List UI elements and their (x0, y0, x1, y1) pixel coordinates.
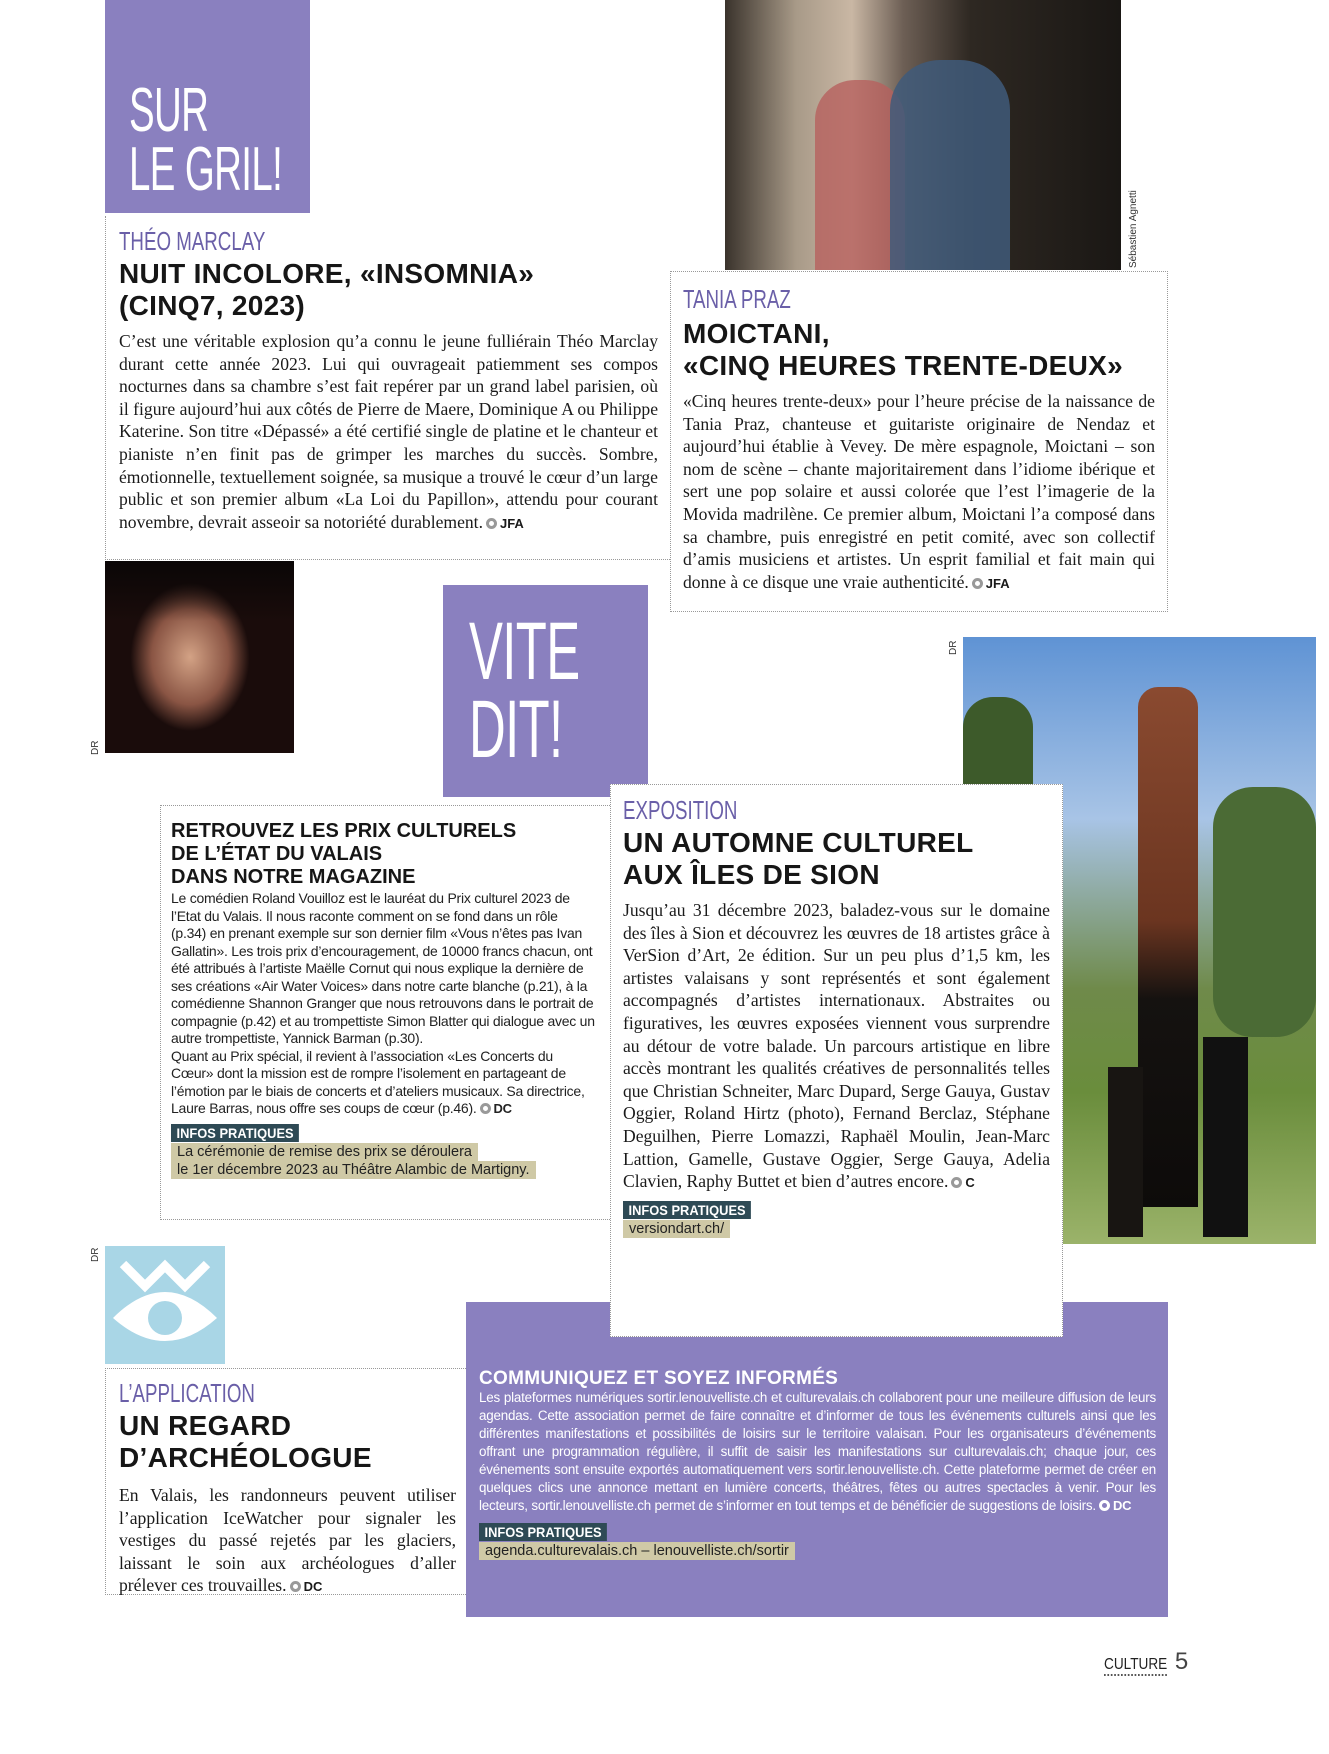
kicker: THÉO MARCLAY (119, 226, 266, 256)
vite-dit-banner (443, 585, 648, 797)
author-signature: DC (303, 1579, 323, 1595)
circle-icon (290, 1581, 301, 1592)
author-signature: DC (493, 1101, 512, 1116)
headline: RETROUVEZ LES PRIX CULTURELS DE L’ÉTAT DU VALAIS DANS NOTRE MAGAZINE (171, 820, 517, 888)
headline: COMMUNIQUEZ ET SOYEZ INFORMÉS (479, 1368, 839, 1389)
banner-line1: VITE (469, 606, 580, 697)
info-link[interactable]: versiondart.ch/ (623, 1220, 730, 1238)
kicker: L’APPLICATION (119, 1378, 255, 1408)
section-name: CULTURE (1104, 1656, 1167, 1676)
kicker: EXPOSITION (623, 795, 738, 825)
page-footer (1104, 1648, 1188, 1676)
infos-pratiques-label: INFOS PRATIQUES (479, 1523, 607, 1541)
body-text: «Cinq heures trente-deux» pour l’heure précise de la naissance de Tania Praz, chanteuse et guitariste originaire de Nendaz et aujourd’hui établie à Vevey. De mère espagnole, Moictani – son nom de scène – chante majoritairement dans l’idiome ibérique et sert une pop solaire et aussi colorée que l’est l’imagerie de la Movida madrilène. Ce premier album, Moictani l’a composé dans sa chambre, puis enregistré en petit comité, avec son collectif d’amis musiciens et artistes. Un esprit familial et fait main qui donne à ce disque une vraie authenticité. JFA (683, 391, 1155, 592)
body-text: En Valais, les randonneurs peuvent utiliser l’application IceWatcher pour signaler les vestiges du passé rejetés par les glaciers, laissant le soin aux archéologues d’aller prélever ces trouvailles. DC (119, 1485, 456, 1596)
body-text: C’est une véritable explosion qu’a connu le jeune fulliérain Théo Marclay durant cette année 2023. Lui qui ouvrageait patiemment ses compos nocturnes dans sa chambre s’est fait repérer par un grand label parisien, où il figure aujourd’hui aux côtés de Pierre de Maere, Dominique A ou Philippe Katerine. Son titre «Dépassé» a été certifié single de platine et le chanteur et pianiste n’en finit pas de grimper les marches du succès. Sombre, émotionnelle, textuellement soignée, sa musique a trouvé le cœur d’un large public et son premier album «La Loi du Papillon», attendu pour courant novembre, devrait asseoir sa notoriété durablement. JFA (119, 331, 658, 532)
article-theo-marclay (105, 216, 670, 560)
infos-pratiques-label: INFOS PRATIQUES (171, 1124, 299, 1142)
icewatcher-eye-logo (105, 1246, 225, 1364)
circle-icon (1099, 1500, 1110, 1511)
info-line-2: le 1er décembre 2023 au Théâtre Alambic de Martigny. (171, 1161, 536, 1179)
article-communiquez (466, 1302, 1168, 1617)
headline: UN REGARD D’ARCHÉOLOGUE (119, 1410, 372, 1473)
author-signature: JFA (985, 575, 1010, 591)
info-line-1: La cérémonie de remise des prix se déroulera (171, 1143, 478, 1161)
author-signature: JFA (499, 515, 524, 531)
banner-line2: DIT! (469, 683, 563, 775)
kicker: TANIA PRAZ (683, 284, 791, 314)
infos-pratiques-label: INFOS PRATIQUES (623, 1201, 751, 1219)
headline: UN AUTOMNE CULTUREL AUX ÎLES DE SION (623, 827, 974, 890)
eye-icon (105, 1246, 225, 1364)
photo-credit-dr: DR (90, 1247, 101, 1262)
article-prix-culturels (160, 805, 648, 1220)
author-signature: C (965, 1175, 975, 1191)
circle-icon (951, 1177, 962, 1188)
photo-tania-praz (725, 0, 1121, 270)
circle-icon (480, 1103, 491, 1114)
body-text-2: Quant au Prix spécial, il revient à l’association «Les Concerts du Cœur» dont la mission est de rompre l’isolement en partageant de l’émotion par le biais de concerts et d’ateliers musicaux. Sa directrice, Laure Barras, nous offre ses coups de cœur (p.46). DC (171, 1047, 585, 1116)
article-application (105, 1368, 466, 1595)
banner-line1: SUR (129, 76, 209, 145)
photo-credit-agnetti: Sébastien Agnetti (1128, 190, 1139, 268)
author-signature: DC (1112, 1498, 1132, 1513)
body-text: Le comédien Roland Vouilloz est le lauréat du Prix culturel 2023 de l’Etat du Valais. Il nous raconte comment on se fond dans un rôle (p.34) en prenant exemple sur son dernier film «Vous n’êtes pas Ivan Gallatin». Les trois prix d’encouragement, de 10000 francs chacun, ont été attribués à l’artiste Maëlle Cornut qui nous explique la dernière de ses créations «Air Water Voices» dans notre carte blanche (p.21), à la comédienne Shannon Granger que nous retrouvons dans le portrait de compagnie (p.42) et au trompettiste Simon Blatter qui dialogue avec un autre trompettiste, Yannick Barman (p.30). (171, 890, 595, 1046)
circle-icon (486, 518, 497, 529)
banner-line2: LE GRIL! (129, 134, 283, 204)
headline: NUIT INCOLORE, «INSOMNIA» (CINQ7, 2023) (119, 258, 535, 321)
photo-credit-dr: DR (90, 740, 101, 755)
body-text: Jusqu’au 31 décembre 2023, baladez-vous sur le domaine des îles à Sion et découvrez les œuvres de 18 artistes grâce à VerSion d’Art, 2e édition. Sur un peu plus d’1,5 km, les artistes valaisans y sont représentés et sont également accompagnés d’artistes internationaux. Abstraites ou figuratives, les œuvres exposées viennent vous surprendre au détour de votre balade. Un parcours artistique en libre accès montrant les qualités créatives de personnalités telles que Christian Schneiter, Marc Dupard, Serge Gauya, Gustav Oggier, Roland Hirtz (photo), Fernand Berclaz, Stéphane Deguilhen, Pierre Lomazzi, Raphaël Moulin, Jean-Marc Lattion, Gamelle, Gustave Oggier, Serge Gauya, Adelia Clavien, Raphy Buttet et bien d’autres encore. C (623, 900, 1050, 1192)
sur-le-gril-banner (105, 0, 310, 213)
article-exposition (610, 784, 1063, 1337)
circle-icon (972, 578, 983, 589)
page-number: 5 (1174, 1648, 1189, 1675)
headline: MOICTANI, «CINQ HEURES TRENTE-DEUX» (683, 318, 1124, 381)
photo-theo-marclay (105, 561, 294, 753)
article-tania-praz (670, 271, 1168, 612)
photo-credit-dr: DR (948, 640, 959, 655)
body-text: Les plateformes numériques sortir.lenouvelliste.ch et culturevalais.ch collaborent pour une meilleure diffusion de leurs agendas. Cette association permet de faire connaître et d’informer de tous les événements culturels ainsi que les différentes manifestations et possibilités de loisirs sur le territoire valaisan. Pour les organisateurs d’événements offrant une programmation régulière, il suffit de saisir les manifestations sur culturevalais.ch; chaque jour, ces événements sont ensuite exportés automatiquement vers sortir.lenouvelliste.ch. Cette plateforme permet de créer en quelques clics une annonce mettant en lumière concerts, théâtres, fêtes ou autres spectacles à venir. Pour les lecteurs, sortir.lenouvelliste.ch permet de s’informer en tout temps et de bénéficier de suggestions de loisirs. DC (479, 1390, 1156, 1513)
info-links[interactable]: agenda.culturevalais.ch – lenouvelliste.ch/sortir (479, 1542, 795, 1560)
